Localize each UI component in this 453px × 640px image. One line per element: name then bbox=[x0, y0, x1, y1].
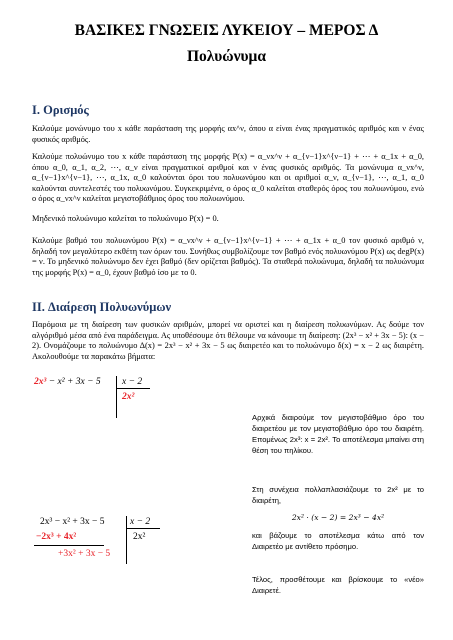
note-second-step-placement: και βάζουμε το αποτέλεσμα κάτω από τον Διαιρετέο με αντίθετο πρόσημο. bbox=[252, 531, 424, 551]
paragraph-polynomial: Καλούμε πολυώνυμο του x κάθε παράσταση της μορφής P(x) = α_νx^ν + α_{ν−1}x^{ν−1} + ⋯ + α_1x + α_0, όπου α_0, α_1, α_2, ⋯, α_ν είναι πραγματικοί αριθμοί και ν ένας φυσικός αριθμός. Τα μονώνυμα α_νx^ν, α_{ν−1}x^{ν−1}, ⋯, α_1x, α_0 καλούνται όροι του πολυωνύμου και οι αριθμοί α_ν, α_{ν−1}, ⋯, α_1, α_0 καλούνται συντελεστές του πολυωνύμου. Συγκεκριμένα, ο όρος α_0 καλείται σταθερός όρος του πολυωνύμου, ενώ ο όρος α_νx^ν καλείται μεγιστοβάθμιος όρος του πολυωνύμου. bbox=[32, 152, 424, 204]
document-title: ΒΑΣΙΚΕΣ ΓΝΩΣΕΙΣ ΛΥΚΕΙΟΥ – ΜΕΡΟΣ Δ bbox=[74, 22, 379, 39]
dividend-lead-term: 2x³ bbox=[34, 377, 47, 387]
note-first-step: Αρχικά διαιρούμε τον μεγιστοβάθμιο όρο του διαιρετέου με τον μεγιστοβάθμιο όρο του διαιρέτη. Επομένως 2x³: x = 2x². Το αποτέλεσμα μπαίνει στη θέση του πηλίκου. bbox=[252, 413, 424, 455]
dividend-rest: − x² + 3x − 5 bbox=[46, 377, 101, 387]
division2-dividend: 2x³ − x² + 3x − 5 bbox=[40, 517, 105, 527]
division2-subtract-row: −2x³ + 4x² bbox=[36, 532, 77, 542]
document-subtitle: Πολυώνυμα bbox=[187, 48, 266, 65]
section-heading-definition: I. Ορισμός bbox=[32, 103, 89, 117]
division-horizontal-line bbox=[116, 388, 150, 389]
paragraph-division-intro: Παρόμοια με τη διαίρεση των φυσικών αριθμών, μπορεί να οριστεί και η διαίρεση πολυωνύμων. Ας δούμε τον αλγόριθμό μέσα από ένα παράδειγμα. Ας υποθέσουμε ότι θέλουμε να κάνουμε τη διαίρεση: (2x³ − x² + 3x − 5): (x − 2). Ονομάζουμε το πολυώνυμο Δ(x) = 2x³ − x² + 3x − 5 ως διαιρετέο και το πολυώνυμο δ(x) = x − 2 ως διαιρέτη. Ακολουθούμε τα παρακάτω βήματα: bbox=[32, 320, 424, 361]
note-second-step-intro: Στη συνέχεια πολλαπλασιάζουμε το 2x² με το διαιρέτη, bbox=[252, 485, 424, 505]
paragraph-degree: Καλούμε βαθμό του πολυωνύμου P(x) = α_νx^ν + α_{ν−1}x^{ν−1} + ⋯ + α_1x + α_0 τον φυσικό αριθμό ν, δηλαδή τον μεγαλύτερο εκθέτη των όρων του. Συνήθως συμβολίζουμε τον βαθμό ενός πολυωνύμου P(x) ως degP(x) = ν. Το μηδενικό πολυώνυμο δεν έχει βαθμό (δεν ορίζεται βαθμός). Τα σταθερά πολυώνυμα, δηλαδή τα πολυώνυμα της μορφής P(x) = α_0, έχουν βαθμό ίσο με το 0. bbox=[32, 236, 424, 277]
division2-horizontal-line bbox=[126, 528, 160, 529]
division2-quotient: 2x² bbox=[133, 532, 146, 542]
division-vertical-line bbox=[116, 376, 117, 418]
division-dividend bbox=[34, 377, 101, 387]
division2-result-row: +3x² + 3x − 5 bbox=[58, 549, 111, 559]
paragraph-monomial: Καλούμε μονώνυμο του x κάθε παράσταση της μορφής αx^ν, όπου α είναι ένας πραγματικός αριθμός και ν ένας φυσικός αριθμός. bbox=[32, 124, 424, 144]
division2-divisor: x − 2 bbox=[130, 517, 151, 527]
note-second-step-formula: 2x² · (x − 2) = 2x³ − 4x² bbox=[291, 513, 385, 522]
division-divisor: x − 2 bbox=[122, 377, 143, 387]
note-final-step: Τέλος, προσθέτουμε και βρίσκουμε το «νέο» Διαιρετέ. bbox=[252, 575, 424, 595]
division2-vertical-line bbox=[126, 516, 127, 564]
paragraph-zero-polynomial: Μηδενικό πολυώνυμο καλείται το πολυώνυμο P(x) = 0. bbox=[32, 214, 219, 223]
division2-sum-line bbox=[34, 545, 104, 546]
section-heading-division: II. Διαίρεση Πολυωνύμων bbox=[32, 300, 172, 314]
division-quotient: 2x² bbox=[122, 392, 135, 402]
